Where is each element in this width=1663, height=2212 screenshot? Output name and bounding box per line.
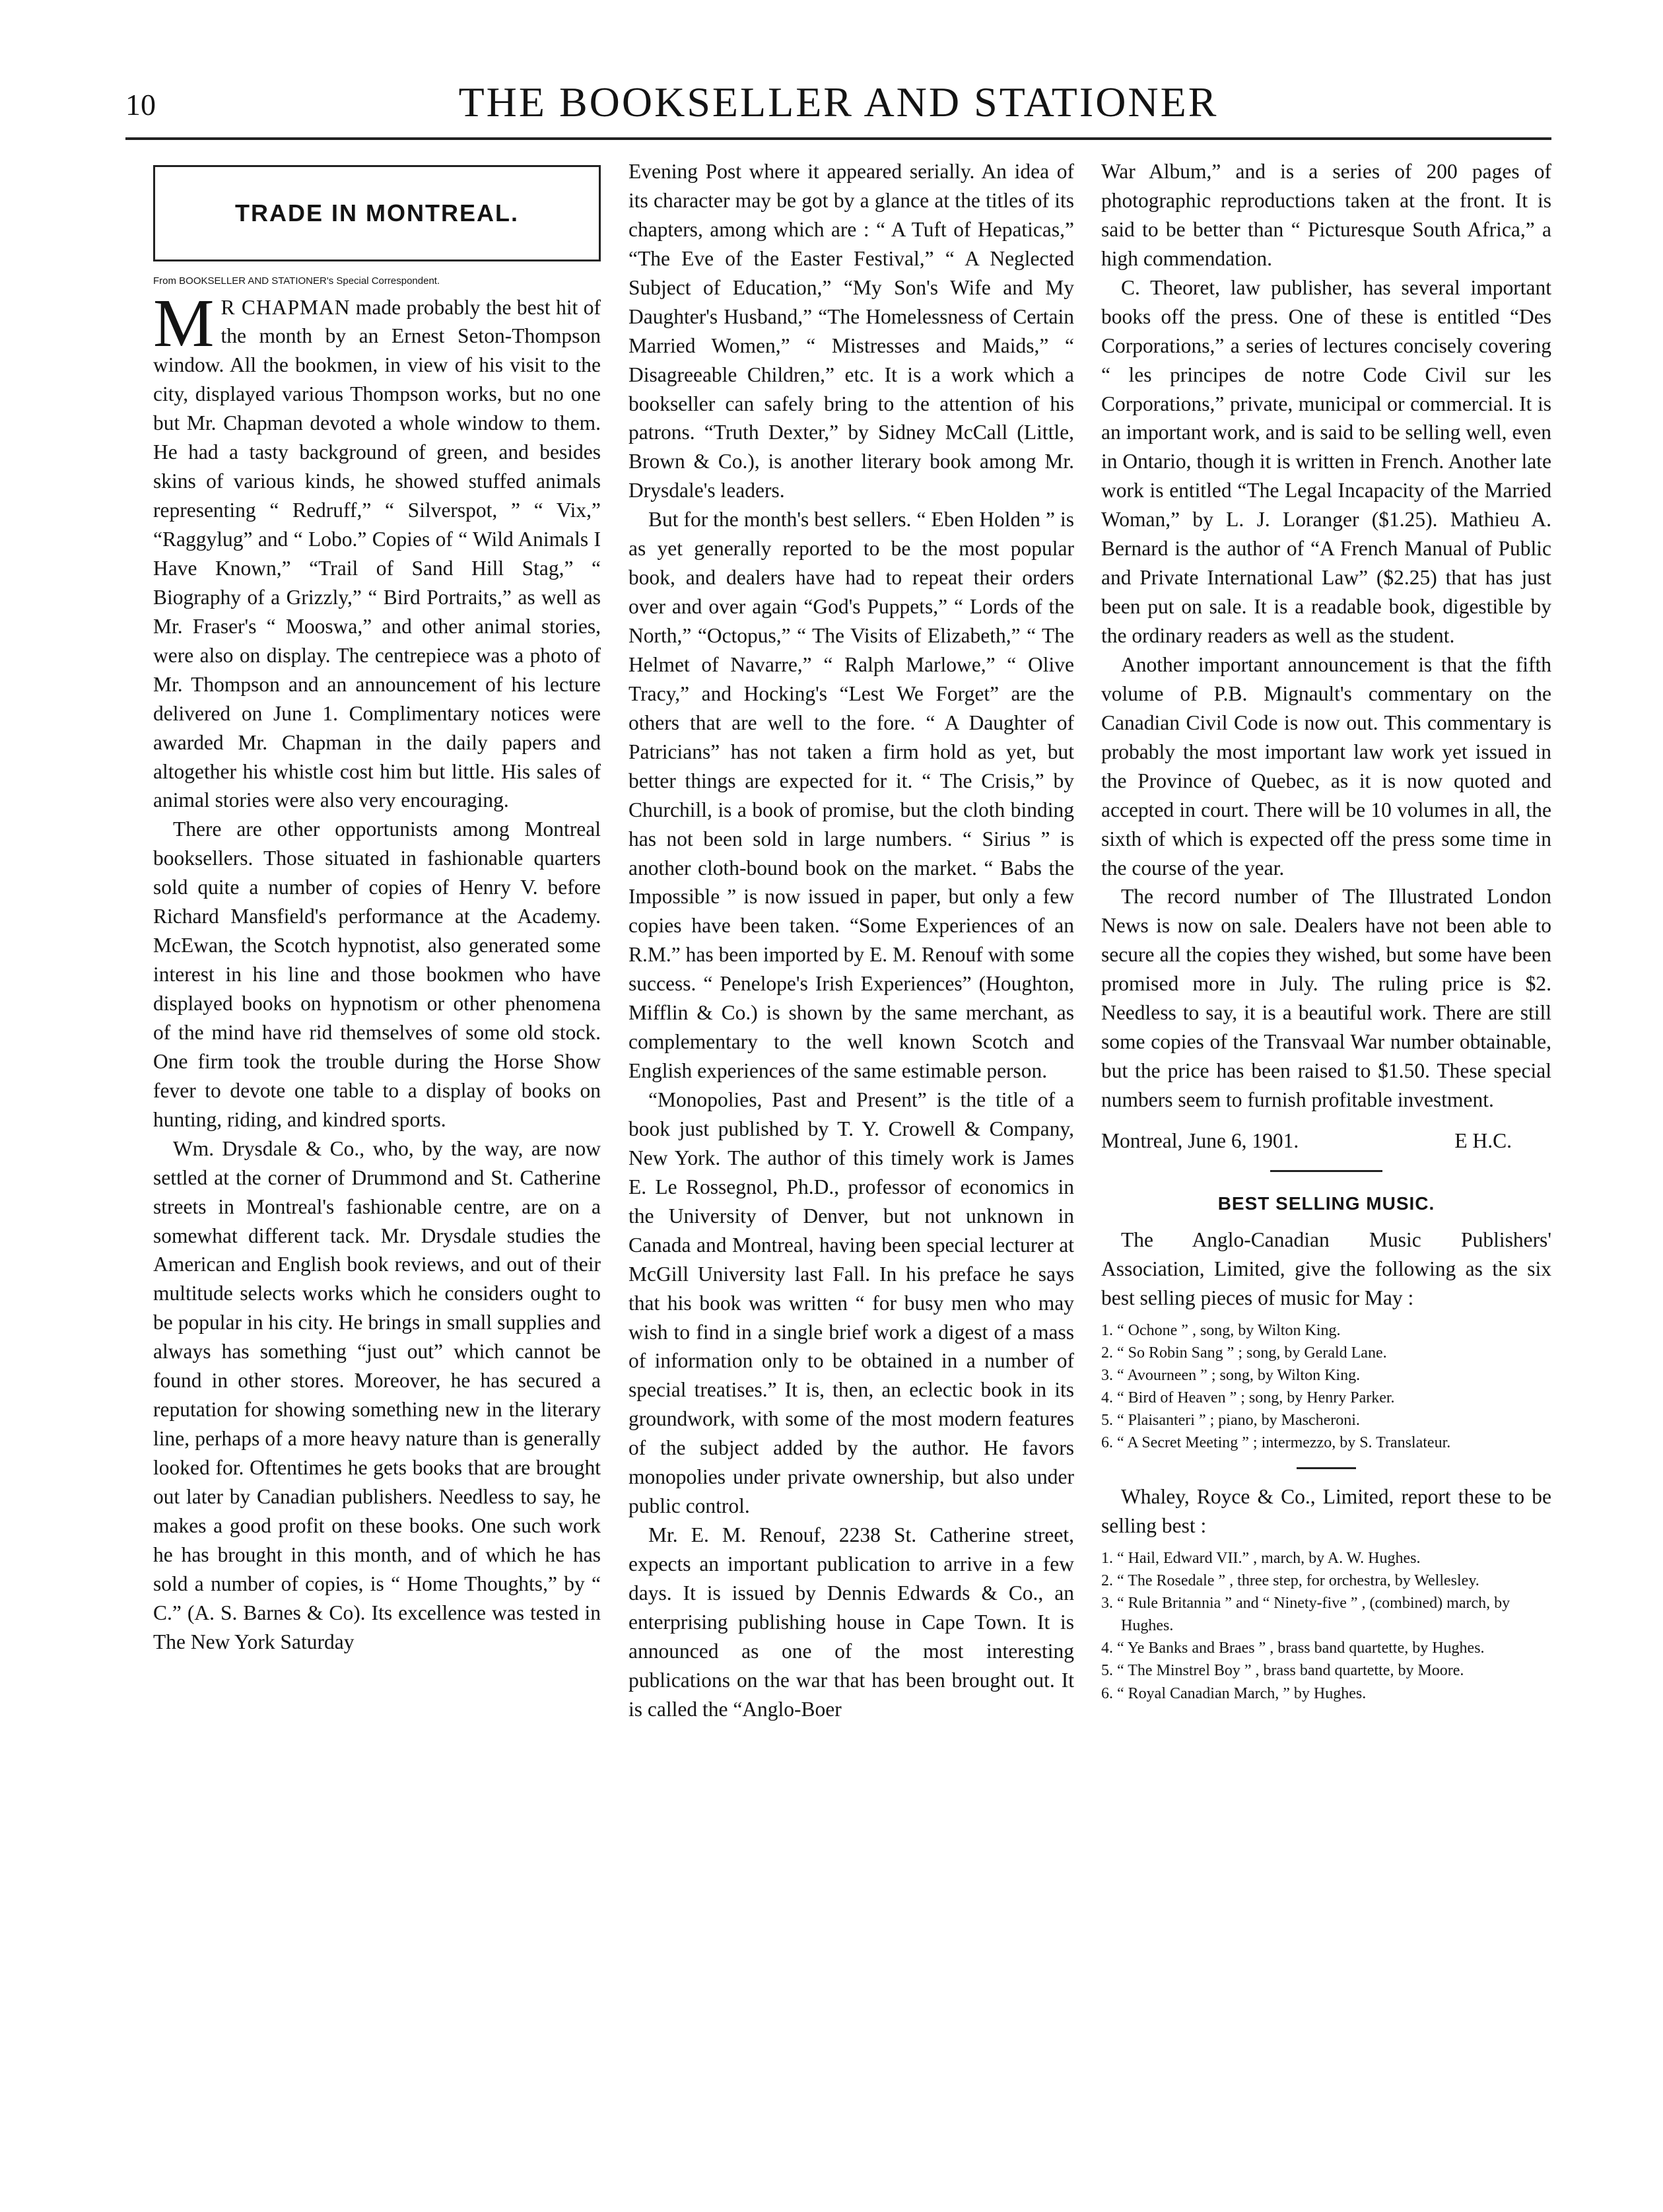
list-item: 1. “ Hail, Edward VII.” , march, by A. W. Hughes. [1101,1550,1421,1568]
article-paragraph: Another important announcement is that the fifth volume of P.B. Mignault's commentary on the Canadian Civil Code is now out. This commentary is probably the most important law work yet issued in the Province of Quebec, as it is now quoted and accepted in court. There will be 10 volumes in all, the sixth of which is expected off the press some time in the course of the year. [1101,652,1551,880]
list-item: 5. “ The Minstrel Boy ” , brass band quartette, by Moore. [1101,1662,1464,1680]
paragraph-text: made probably the best hit of the month by an Ernest Seton-Thompson window. All the bookmen, in view of his visit to the city, displayed various Thompson works, but no one but Mr. Chapman devoted a whole window to them. He had a tasty background of green, and besides skins of various kinds, he showed stuffed animals representing “ Redruff,” “ Silverspot, ” “ Vix,” “Raggylug” and “ Lobo.” Copies of “ Wild Animals I Have Known,” “Trail of Sand Hill Stag,” “ Biography of a Grizzly,” “ Bird Portraits,” as well as Mr. Fraser's “ Mooswa,” and other animal stories, were also on display. The centrepiece was a photo of Mr. Thompson and an announcement of his lecture delivered on June 1. Complimentary notices were awarded Mr. Chapman in the daily papers and altogether his whistle cost him but little. His sales of animal stories were also very encouraging. [153,295,601,812]
list-item: 4. “ Ye Banks and Braes ” , brass band quartette, by Hughes. [1101,1640,1485,1657]
music-list-2 [1101,1547,1551,1705]
article-signoff [1101,1126,1551,1156]
header-rule [125,137,1551,140]
article-paragraph: Evening Post where it appeared serially. An idea of its character may be got by a glance at the titles of its chapters, among which are : “ A Tuft of Hepaticas,” “The Eve of the Easter Festival,” “ A Neglected Subject of Education,” “My Son's Wife and My Daughter's Husband,” “The Homelessness of Certain Married Women,” “ Mistresses and Maids,” “ Disagreeable Children,” etc. It is a work which a bookseller can safely bring to the attention of his patrons. “Truth Dexter,” by Sidney McCall (Little, Brown & Co.), is another literary book among Mr. Drysdale's leaders. [628,160,1074,502]
article-title-box [153,165,601,261]
article-paragraph: War Album,” and is a series of 200 pages of photographic reproductions taken at the front. It is said to be better than “ Picturesque South Africa,” a high commendation. [1101,160,1551,270]
signoff-place-date: Montreal, June 6, 1901. [1101,1128,1299,1152]
music-section-title: BEST SELLING MUSIC. [1217,1192,1435,1214]
list-item: 2. “ So Robin Sang ” ; song, by Gerald Lane. [1101,1344,1387,1362]
list-item: 6. “ A Secret Meeting ” ; intermezzo, by S. Translateur. [1101,1434,1451,1452]
drop-cap: M [153,285,215,361]
list-item: 5. “ Plaisanteri ” ; piano, by Mascheroni. [1101,1412,1360,1430]
article-paragraph: “Monopolies, Past and Present” is the title of a book just published by T. Y. Crowell & Company, New York. The author of this timely work is James E. Le Rossegnol, Ph.D., professor of economics in the University of Denver, but not unknown in Canada and Montreal, having been special lecturer at McGill University last Fall. In his preface he says that his book was written “ for busy men who may wish to find in a single brief work a digest of a mass of information only to be obtained in a number of special treatises.” It is, then, an eclectic book in its groundwork, with some of the most modern features of the subject added by the author. He favors monopolies under private ownership, but also under public control. [628,1088,1074,1518]
list-divider [1297,1467,1356,1469]
list-item: 6. “ Royal Canadian March, ” by Hughes. [1101,1684,1367,1702]
running-title: THE BOOKSELLER AND STATIONER [458,79,1219,125]
column-1 [153,157,601,1657]
column-2 [628,157,1074,1724]
article-paragraph [153,285,601,815]
page-header [125,78,1551,131]
list-item: 1. “ Ochone ” , song, by Wilton King. [1101,1321,1341,1339]
list-item: 4. “ Bird of Heaven ” ; song, by Henry Parker. [1101,1389,1395,1406]
list-item: 3. “ Rule Britannia ” and “ Ninety-five ” , (combined) march, by Hughes. [1101,1595,1510,1635]
music-intro: The Anglo-Canadian Music Publishers' Association, Limited, give the following as the six best selling pieces of music for May : [1101,1227,1551,1309]
page-number: 10 [125,88,156,121]
lead-caps: R CHAPMAN [221,295,351,319]
article-title: TRADE IN MONTREAL. [235,199,519,226]
list-item: 2. “ The Rosedale ” , three step, for orchestra, by Wellesley. [1101,1572,1479,1590]
column-3 [1101,157,1551,1705]
article-paragraph: But for the month's best sellers. “ Eben Holden ” is as yet generally reported to be the most popular book, and dealers have had to repeat their orders over and over again “God's Puppets,” “ Lords of the North,” “Octopus,” “ The Visits of Elizabeth,” “ The Helmet of Navarre,” “ Ralph Marlowe,” “ Olive Tracy,” and Hocking's “Lest We Forget” are the others that are well to the fore. “ A Daughter of Patricians” has not taken a firm hold as yet, but better things are expected for it. “ The Crisis,” by Churchill, is a book of promise, but the cloth binding has not been sold in large numbers. “ Sirius ” is another cloth-bound book on the market. “ Babs the Impossible ” is now issued in paper, but only a few copies have been taken. “Some Experiences of an R.M.” has been imported by E. M. Renouf with some success. “ Penelope's Irish Experiences” (Houghton, Mifflin & Co.) is shown by the same merchant, as complementary to the well known Scotch and English experiences of the same estimable person. [628,508,1074,1083]
article-credit: From BOOKSELLER AND STATIONER's Special Correspondent. [153,275,440,287]
article-paragraph: Wm. Drysdale & Co., who, by the way, are now settled at the corner of Drummond and St. Catherine streets in Montreal's fashionable centre, are on a somewhat different tack. Mr. Drysdale studies the American and English book reviews, and out of their multitude selects works which he considers ought to be popular in his city. He brings in small supplies and always has something “just out” which cannot be found in other stores. Moreover, he has secured a reputation for showing something new in the literary line, perhaps of a more heavy nature than is generally looked for. Oftentimes he gets books that are brought out later by Canadian publishers. Needless to say, he makes a good profit on these books. One such work he has brought in this month, and of which he has sold a number of copies, is “ Home Thoughts,” by “ C.” (A. S. Barnes & Co). Its excellence was tested in The New York Saturday [153,1136,601,1653]
article-paragraph: Mr. E. M. Renouf, 2238 St. Catherine street, expects an important publication to arrive in a few days. It is issued by Dennis Edwards & Co., an enterprising publishing house in Cape Town. It is announced as one of the most interesting publications on the war that has been brought out. It is called the “Anglo-Boer [628,1523,1074,1721]
article-paragraph: There are other opportunists among Montreal booksellers. Those situated in fashionable quarters sold quite a number of copies of Henry V. before Richard Mansfield's performance at the Academy. McEwan, the Scotch hypnotist, also generated some interest in his line and those bookmen who have displayed books on hypnotism or other phenomena of the mind have rid themselves of some old stock. One firm took the trouble during the Horse Show fever to devote one table to a display of books on hunting, riding, and kindred sports. [153,817,601,1131]
section-divider [1270,1170,1382,1172]
list-item: 3. “ Avourneen ” ; song, by Wilton King. [1101,1366,1361,1384]
article-paragraph: C. Theoret, law publisher, has several important books off the press. One of these is entitled “Des Corporations,” a series of lectures concisely covering “ les principes de notre Code Civil sur les Corporations,” private, municipal or commercial. It is an important work, and is said to be selling well, even in Ontario, though it is written in French. Another late work is entitled “The Legal Incapacity of the Married Woman,” by L. J. Loranger ($1.25). Mathieu A. Bernard is the author of “A French Manual of Public and Private International Law” ($2.25) that has just been put on sale. It is a readable book, digestible by the ordinary readers as well as the student. [1101,275,1551,647]
music-intro-2: Whaley, Royce & Co., Limited, report these to be selling best : [1101,1485,1551,1538]
signoff-initials: E H.C. [1454,1128,1512,1152]
article-paragraph: The record number of The Illustrated London News is now on sale. Dealers have not been able to secure all the copies they wished, but some have been promised more in July. The ruling price is $2. Needless to say, it is a beautiful work. There are still some copies of the Transvaal War number obtainable, but the price has been raised to $1.50. These special numbers seem to furnish profitable investment. [1101,885,1551,1111]
music-list-1 [1101,1319,1551,1454]
